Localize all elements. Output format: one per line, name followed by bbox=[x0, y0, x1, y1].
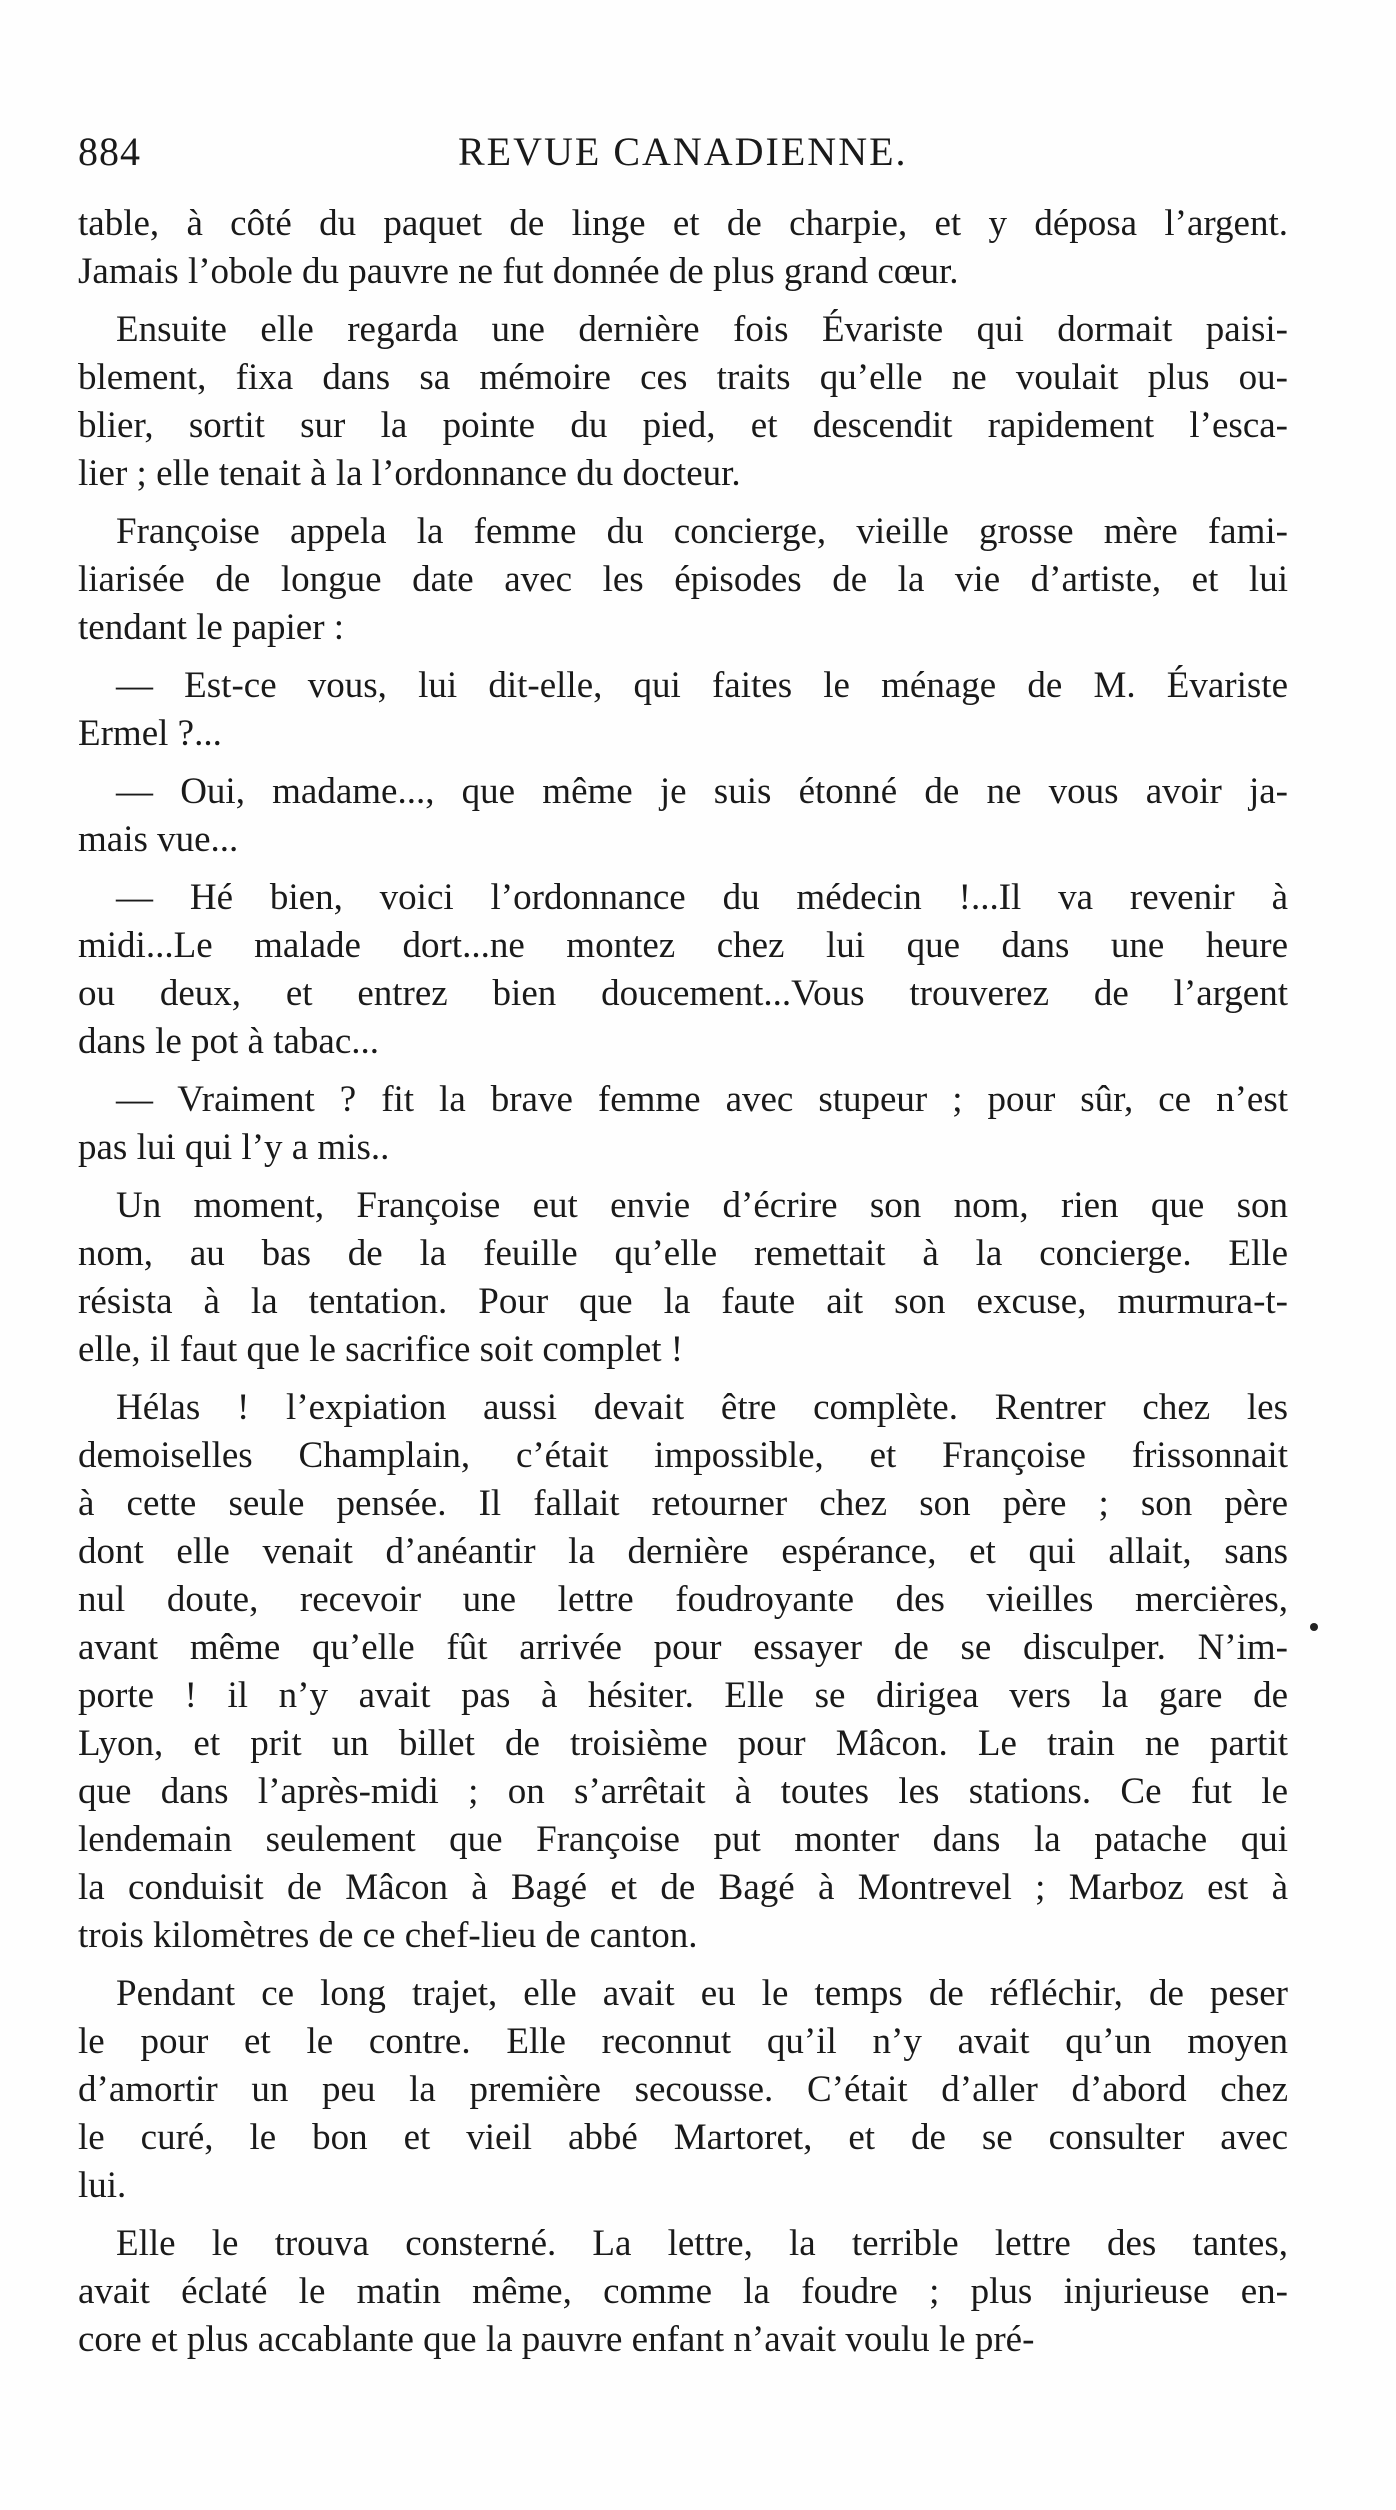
text-line: lui. bbox=[78, 2165, 127, 2206]
text-line: d’amortir un peu la première secousse. C’était d’aller d’abord chez bbox=[78, 2069, 1288, 2110]
text-line: blier, sortit sur la pointe du pied, et descendit rapidement l’esca- bbox=[78, 405, 1288, 446]
text-line: — Hé bien, voici l’ordonnance du médecin !...Il va revenir à bbox=[116, 877, 1288, 918]
text-line: demoiselles Champlain, c’était impossible, et Françoise frissonnait bbox=[78, 1435, 1288, 1476]
paragraph bbox=[78, 1076, 1288, 1172]
text-line: Hélas ! l’expiation aussi devait être complète. Rentrer chez les bbox=[116, 1387, 1288, 1428]
text-line: avant même qu’elle fût arrivée pour essayer de se disculper. N’im- bbox=[78, 1627, 1288, 1668]
paragraph bbox=[78, 200, 1288, 296]
text-line: le curé, le bon et vieil abbé Martoret, et de se consulter avec bbox=[78, 2117, 1288, 2158]
text-line: elle, il faut que le sacrifice soit complet ! bbox=[78, 1329, 684, 1370]
text-line: lier ; elle tenait à la l’ordonnance du docteur. bbox=[78, 453, 741, 494]
text-line: que dans l’après-midi ; on s’arrêtait à toutes les stations. Ce fut le bbox=[78, 1771, 1288, 1812]
text-line: Ermel ?... bbox=[78, 713, 222, 754]
paragraph bbox=[78, 874, 1288, 1066]
text-line: résista à la tentation. Pour que la faute ait son excuse, murmura-t- bbox=[78, 1281, 1288, 1322]
ink-dot bbox=[1310, 1623, 1318, 1631]
paragraph bbox=[78, 508, 1288, 652]
text-line: Pendant ce long trajet, elle avait eu le temps de réfléchir, de peser bbox=[116, 1973, 1288, 2014]
running-title: REVUE CANADIENNE. bbox=[458, 129, 908, 174]
text-line: dont elle venait d’anéantir la dernière espérance, et qui allait, sans bbox=[78, 1531, 1288, 1572]
paragraph bbox=[78, 2220, 1288, 2364]
text-line: Jamais l’obole du pauvre ne fut donnée de plus grand cœur. bbox=[78, 251, 959, 292]
text-line: core et plus accablante que la pauvre enfant n’avait voulu le pré- bbox=[78, 2319, 1035, 2360]
text-line: midi...Le malade dort...ne montez chez lui que dans une heure bbox=[78, 925, 1288, 966]
text-line: ou deux, et entrez bien doucement...Vous trouverez de l’argent bbox=[78, 973, 1288, 1014]
text-line: blement, fixa dans sa mémoire ces traits qu’elle ne voulait plus ou- bbox=[78, 357, 1288, 398]
page-number: 884 bbox=[78, 129, 141, 174]
paragraph bbox=[78, 1384, 1288, 1960]
text-line: porte ! il n’y avait pas à hésiter. Elle se dirigea vers la gare de bbox=[78, 1675, 1288, 1716]
text-line: Françoise appela la femme du concierge, vieille grosse mère fami- bbox=[116, 511, 1288, 552]
text-line: tendant le papier : bbox=[78, 607, 345, 648]
text-line: liarisée de longue date avec les épisodes de la vie d’artiste, et lui bbox=[78, 559, 1288, 600]
page-header bbox=[78, 128, 1288, 188]
text-line: à cette seule pensée. Il fallait retourner chez son père ; son père bbox=[78, 1483, 1288, 1524]
text-line: — Vraiment ? fit la brave femme avec stupeur ; pour sûr, ce n’est bbox=[116, 1079, 1288, 1120]
text-line: — Est-ce vous, lui dit-elle, qui faites le ménage de M. Évariste bbox=[116, 665, 1288, 706]
paragraph bbox=[78, 1970, 1288, 2210]
text-line: le pour et le contre. Elle reconnut qu’il n’y avait qu’un moyen bbox=[78, 2021, 1288, 2062]
text-line: mais vue... bbox=[78, 819, 239, 860]
text-line: lendemain seulement que Françoise put monter dans la patache qui bbox=[78, 1819, 1288, 1860]
text-line: — Oui, madame..., que même je suis étonné de ne vous avoir ja- bbox=[116, 771, 1288, 812]
text-line: dans le pot à tabac... bbox=[78, 1021, 380, 1062]
text-line: nul doute, recevoir une lettre foudroyante des vieilles mercières, bbox=[78, 1579, 1288, 1620]
text-line: trois kilomètres de ce chef-lieu de canton. bbox=[78, 1915, 698, 1956]
text-line: Lyon, et prit un billet de troisième pour Mâcon. Le train ne partit bbox=[78, 1723, 1288, 1764]
paragraph bbox=[78, 662, 1288, 758]
text-line: Elle le trouva consterné. La lettre, la terrible lettre des tantes, bbox=[116, 2223, 1288, 2264]
paragraph bbox=[78, 768, 1288, 864]
text-line: Un moment, Françoise eut envie d’écrire son nom, rien que son bbox=[116, 1185, 1288, 1226]
text-line: la conduisit de Mâcon à Bagé et de Bagé à Montrevel ; Marboz est à bbox=[78, 1867, 1288, 1908]
text-line: table, à côté du paquet de linge et de charpie, et y déposa l’argent. bbox=[78, 203, 1288, 244]
body-text bbox=[78, 200, 1288, 2374]
text-line: pas lui qui l’y a mis.. bbox=[78, 1127, 390, 1168]
paragraph bbox=[78, 306, 1288, 498]
text-line: avait éclaté le matin même, comme la foudre ; plus injurieuse en- bbox=[78, 2271, 1288, 2312]
text-line: Ensuite elle regarda une dernière fois Évariste qui dormait paisi- bbox=[116, 309, 1288, 350]
text-line: nom, au bas de la feuille qu’elle remettait à la concierge. Elle bbox=[78, 1233, 1288, 1274]
paragraph bbox=[78, 1182, 1288, 1374]
